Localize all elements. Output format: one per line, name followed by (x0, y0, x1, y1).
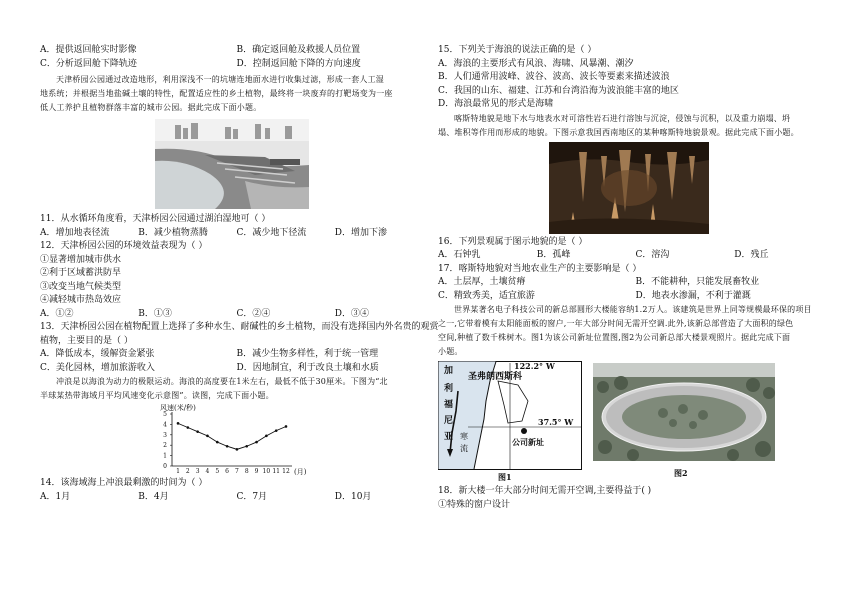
q15-stem: 15．下列关于海浪的说法正确的是（ ） (438, 45, 597, 55)
x-tick-label: 7 (234, 468, 239, 475)
q10-options-row1 (40, 44, 433, 58)
park-intro-line2: 地系统；并根据当地盐碱土壤的特性，配置适应性的乡土植物，最终将一块废弃的打靶场变为一座 (40, 89, 393, 98)
x-tick-label: 4 (205, 468, 210, 475)
q14-option-a: A．1月 (40, 491, 71, 502)
q13-option-c: C．美化园林，增加旅游收入 (40, 362, 155, 373)
y-tick-label: 3 (163, 431, 167, 439)
q15-option-a: A．海浪的主要形式有风浪、海啸、风暴潮、潮汐 (438, 58, 634, 69)
q17-stem: 17．喀斯特地貌对当地农业生产的主要影响是（ ） (438, 263, 642, 274)
y-tick-label: 2 (163, 442, 167, 450)
q13-options-row2 (40, 362, 433, 376)
x-tick-label: 8 (244, 468, 249, 475)
q13-stem-line2: 植物，主要目的是（ ） (40, 335, 133, 346)
wind-speed-chart (158, 403, 308, 477)
right-column (438, 6, 833, 512)
data-point (226, 445, 229, 448)
building-intro-line3: 空间,种植了数千株树木。图1为该公司新址位置图,图2为公司新总部大楼景观照片。据此完成下面 (438, 333, 791, 342)
data-point (196, 430, 199, 433)
q18-stem: 18．新大楼一年大部分时间无需开空调,主要得益于( ) (438, 486, 652, 496)
figure-2-caption: 图2 (674, 468, 688, 478)
q10-option-a: A．提供返回舱实时影像 (40, 45, 137, 55)
q17-option-b: B．不能耕种，只能发展畜牧业 (635, 277, 760, 287)
x-tick-label: 9 (254, 468, 259, 475)
q11-option-a: A．增加地表径流 (40, 227, 110, 238)
x-tick-label: 1 (176, 468, 180, 475)
data-point (285, 425, 288, 428)
data-point (216, 441, 219, 444)
figure-1-caption: 图1 (498, 472, 512, 482)
building-intro-line4: 小题。 (438, 347, 463, 356)
y-tick-label: 1 (163, 452, 167, 460)
figures-row (438, 361, 833, 485)
x-tick-label: 2 (185, 468, 190, 475)
chart-xlabel: (月) (294, 468, 307, 476)
surf-intro-line1: 冲浪是以海浪为动力的极限运动。海浪的高度要在1米左右，最低不低于30厘米。下图为“北 (56, 377, 388, 386)
q12-option-c: C．②④ (236, 308, 271, 319)
q13-option-a: A．降低成本，缓解资金紧张 (40, 349, 155, 359)
y-tick-label: 0 (163, 463, 167, 470)
x-tick-label: 6 (225, 468, 230, 475)
surf-intro-line2: 半球某热带海域月平均风速变化示意图”。读图，完成下面小题。 (40, 391, 274, 400)
karst-intro-line1: 喀斯特地貌是地下水与地表水对可溶性岩石进行溶蚀与沉淀，侵蚀与沉积，以及重力崩塌、坍 (454, 113, 791, 123)
y-tick-label: 4 (163, 421, 167, 429)
building-intro-line1: 世界某著名电子科技公司的新总部圆形大楼能容纳1.2万人。该建筑是世界上同等规模最环保的项目 (454, 305, 812, 314)
map-city-label: 圣弗朗西斯科 (468, 372, 523, 382)
q16-option-c: C．溶沟 (635, 250, 670, 260)
svg-text:寒: 寒 (460, 432, 468, 441)
chart-ylabel: 风速(米/秒) (160, 404, 196, 412)
q10-option-b: B．确定返回舱及救援人员位置 (236, 45, 361, 55)
q12-stem: 12．天津桥园公园的环境效益表现为（ ） (40, 241, 208, 251)
x-tick-label: 10 (262, 468, 271, 475)
q12-item-4: ④减轻城市热岛效应 (40, 295, 122, 305)
location-map (438, 361, 582, 471)
park-photo (155, 119, 309, 209)
data-point (245, 445, 248, 448)
q14-options (40, 491, 433, 505)
karst-cave-photo (549, 142, 709, 234)
q12-item-3: ③改变当地气候类型 (40, 281, 122, 292)
x-tick-label: 12 (282, 468, 290, 475)
q11-stem: 11．从水循环角度看，天津桥园公园通过湖泊湿地可（ ） (40, 214, 271, 224)
q12-option-d: D．③④ (334, 308, 369, 319)
q13-stem-line1: 13．天津桥园公园在植物配置上选择了多种水生、耐碱性的乡土植物，而没有选择国内外名贵的观赏 (40, 322, 439, 332)
q15-option-b: B．人们通常用波峰、波谷、波高、波长等要素来描述波浪 (438, 72, 670, 82)
q12-item-2: ②利于区域蓄洪防旱 (40, 268, 122, 278)
x-tick-label: 3 (195, 468, 200, 475)
q12-item-1: ①显著增加城市供水 (40, 254, 122, 265)
svg-text:利: 利 (444, 384, 454, 394)
building-intro-line2: 之一,它带着模有太阳能面板的窗户,一年大部分时间无需开空调.此外,该新总部营造了大面积的绿色 (438, 319, 794, 328)
data-point (206, 435, 209, 438)
q14-option-b: B．4月 (138, 491, 169, 502)
svg-text:加: 加 (444, 366, 454, 376)
q11-option-d: D．增加下渗 (334, 227, 387, 238)
q10-options-row2 (40, 58, 433, 72)
q15-option-c: C．我国的山东、福建、江苏和台湾沿海为波浪能丰富的地区 (438, 85, 679, 96)
x-tick-label: 11 (272, 468, 281, 475)
q16-option-d: D．残丘 (734, 250, 769, 260)
q10-option-d: D．控制返回舱下降的方向速度 (236, 58, 361, 69)
q14-stem: 14．该海域海上冲浪最剩激的时间为（ ） (40, 478, 208, 488)
data-point (275, 429, 278, 432)
q13-options-row1 (40, 348, 433, 362)
q17-options-row1 (438, 276, 833, 290)
q12-options (40, 308, 433, 322)
q12-option-a: A．①② (40, 308, 74, 319)
q10-option-c: C．分析返回舱下降轨迹 (40, 58, 137, 69)
map-lon1-label: 122.2° W (514, 361, 555, 371)
svg-text:亚: 亚 (444, 432, 454, 442)
map-lon2-label: 37.5° W (538, 417, 574, 427)
q16-stem: 16．下列景观属于图示地貌的是（ ） (438, 236, 588, 247)
q17-option-c: C．精致秀美，适宜旅游 (438, 290, 535, 301)
data-point (265, 435, 268, 438)
q17-option-a: A．土层厚，土壤贫瘠 (438, 277, 526, 287)
q14-option-d: D．10月 (334, 491, 372, 502)
svg-text:福: 福 (444, 400, 454, 410)
data-point (177, 422, 180, 425)
karst-intro-line2: 塌、堆积等作用而形成的地貌。下图示意我国西南地区的某种喀斯特地貌景观。据此完成下面小题。 (438, 127, 799, 137)
q17-options-row2 (438, 290, 833, 304)
site-marker (521, 428, 527, 434)
q14-option-c: C．7月 (236, 491, 268, 502)
q11-options (40, 227, 433, 241)
data-point (236, 448, 239, 451)
q13-option-b: B．减少生物多样性，利于统一管理 (236, 349, 379, 359)
q12-option-b: B．①③ (138, 308, 172, 319)
y-tick-label: 5 (163, 411, 167, 418)
q18-item-1: ①特殊的窗户设计 (438, 499, 511, 510)
q15-option-d: D．海浪最常见的形式是海啸 (438, 99, 554, 109)
data-point (187, 426, 190, 429)
map-site-label: 公司新址 (512, 437, 544, 447)
svg-text:尼: 尼 (444, 416, 454, 426)
q17-option-d: D．地表水渗漏，不利于灌溉 (635, 290, 751, 301)
data-point (255, 441, 258, 444)
q11-option-c: C．减少地下径流 (236, 227, 307, 238)
q16-options (438, 249, 833, 263)
park-intro-line1: 天津桥园公园通过改造地形，利用深浅不一的坑塘连地面水进行收集过滤，形成一套人工湿 (56, 75, 384, 84)
q11-option-b: B．减少植物蒸腾 (138, 227, 208, 238)
hq-building-photo (593, 363, 775, 461)
x-tick-label: 5 (215, 468, 220, 475)
left-column (40, 6, 439, 504)
park-intro-line3: 低人工养护且植物群落丰富的城市公园。据此完成下面小题。 (40, 103, 262, 112)
svg-text:流: 流 (460, 444, 468, 453)
q13-option-d: D．因地制宜，利于改良土壤和水质 (236, 362, 379, 373)
series-line (178, 423, 286, 449)
q16-option-a: A．石钟乳 (438, 250, 481, 260)
q16-option-b: B．孤峰 (536, 250, 571, 260)
